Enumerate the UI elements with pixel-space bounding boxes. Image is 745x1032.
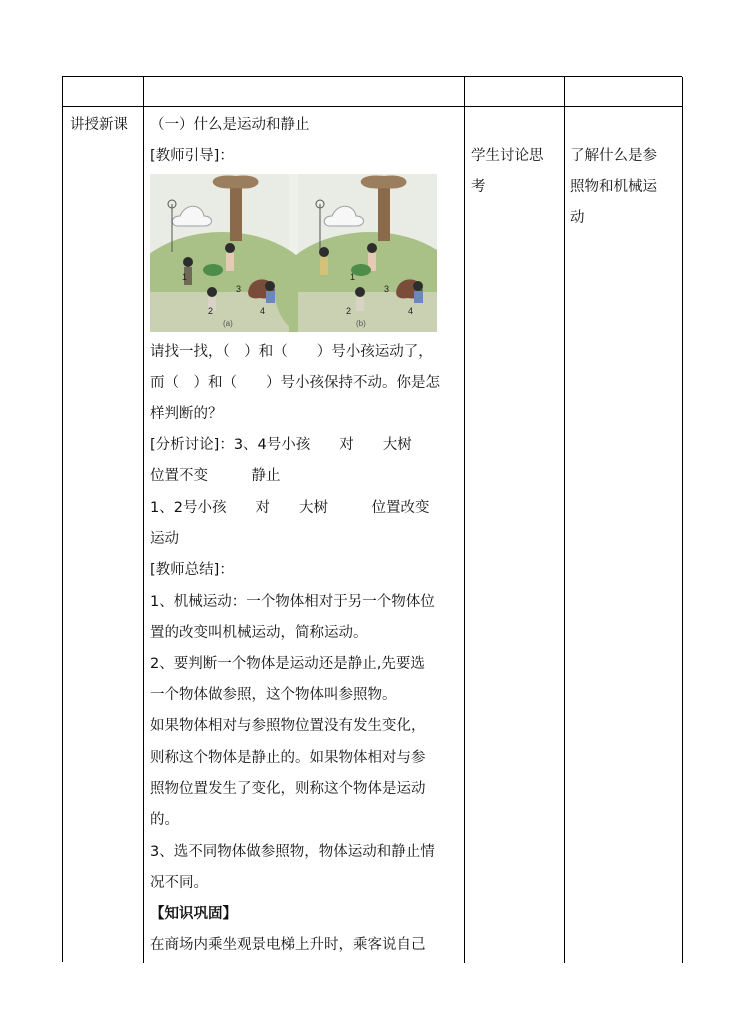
summary-line-9: 3、选不同物体做参照物，物体运动和静止情 [150,844,435,860]
summary-line-3: 2、要判断一个物体是运动还是静止,先要选 [150,656,425,672]
consolidation-line: 在商场内乘坐观景电梯上升时，乘客说自己 [150,937,426,953]
teacher-guide-label: [教师引导]： [150,148,234,164]
analysis-line-1: [分析讨论]：3、4号小孩 对 大树 [150,437,412,453]
illustration-figure [150,174,437,332]
analysis-line-4: 运动 [150,531,179,547]
summary-line-5: 如果物体相对与参照物位置没有发生变化， [150,718,426,734]
row-label-cell [63,107,144,963]
summary-label: [教师总结]： [150,562,234,578]
summary-line-1: 1、机械运动：一个物体相对于另一个物体位 [150,594,435,610]
summary-line-10: 况不同。 [150,875,208,891]
header-cell-4 [565,77,683,107]
question-line-1: 请找一找，（ ）和（ ）号小孩运动了， [150,344,433,360]
header-cell-3 [465,77,565,107]
marker-b-2: 2 [346,306,352,316]
caption-b: (b) [356,319,366,328]
summary-line-6: 则称这个物体是静止的。如果物体相对与参 [150,750,426,766]
question-line-2: 而（ ）和（ ）号小孩保持不动。你是怎 [150,375,440,391]
park-scene-illustration [150,174,437,332]
row-label: 讲授新课 [70,117,128,133]
student-activity-cell [465,107,565,963]
marker-b-1: 1 [350,272,356,282]
design-intent-cell [565,107,683,963]
marker-b-3: 3 [384,284,390,294]
marker-b-4: 4 [408,306,414,316]
student-activity-line-2: 考 [471,179,486,195]
design-intent-line-2: 照物和机械运 [570,179,657,195]
design-intent-line-1: 了解什么是参 [570,148,657,164]
analysis-line-2: 位置不变 静止 [150,468,281,484]
question-line-3: 样判断的？ [150,406,223,422]
marker-a-1: 1 [182,272,188,282]
consolidation-label: 【知识巩固】 [150,906,237,922]
section-title: （一）什么是运动和静止 [150,117,310,133]
summary-line-7: 照物位置发生了变化，则称这个物体是运动 [150,781,426,797]
caption-a: (a) [223,319,233,328]
marker-a-3: 3 [236,284,242,294]
header-cell-1 [63,77,144,107]
summary-line-2: 置的改变叫机械运动，简称运动。 [150,625,368,641]
marker-a-4: 4 [260,306,266,316]
panel-b [275,174,437,332]
analysis-line-3: 1、2号小孩 对 大树 位置改变 [150,500,430,516]
summary-line-8: 的。 [150,812,179,828]
design-intent-line-3: 动 [570,210,585,226]
summary-line-4: 一个物体做参照，这个物体叫参照物。 [150,687,397,703]
header-cell-2 [144,77,465,107]
student-activity-line-1: 学生讨论思 [471,148,544,164]
marker-a-2: 2 [208,306,214,316]
